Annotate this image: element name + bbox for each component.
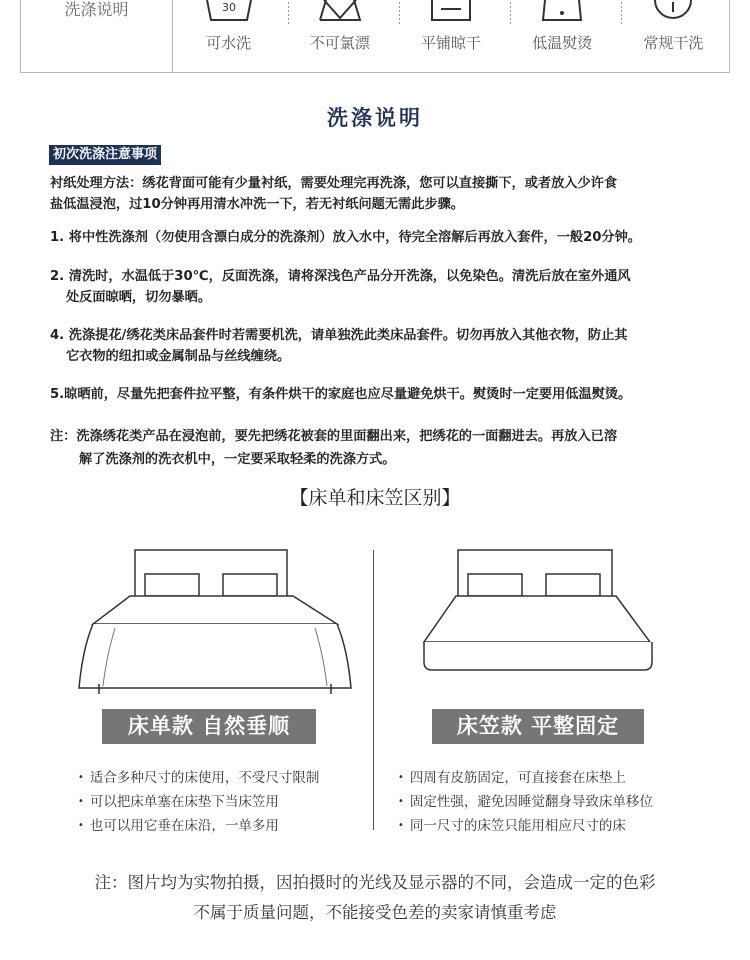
care-label-flat-dry: 平铺晾干	[421, 34, 482, 52]
compare-divider	[373, 550, 374, 830]
flat-dry-icon	[429, 0, 473, 22]
fitted-sheet-features	[398, 766, 653, 838]
no-bleach-icon	[318, 0, 362, 22]
paper-backing-paragraph: 衬纸处理方法：绣花背面可能有少量衬纸，需要处理完再洗涤，您可以直接撕下，或者放入少许食 盐低温浸泡，过10分钟再用清水冲洗一下，若无衬纸问题无需此步骤。	[50, 176, 618, 212]
low-iron-icon	[540, 0, 584, 22]
step-4: 4. 洗涤提花/绣花类床品套件时若需要机洗，请单独洗此类床品套件。切勿再放入其他衣物，防止其 它衣物的纽扣或金属制品与丝线缠绕。	[50, 328, 628, 364]
first-wash-tag: 初次洗涤注意事项	[49, 145, 161, 165]
step-2: 2. 清洗时，水温低于30℃，反面洗涤，请将深浅色产品分开洗涤，以免染色。清洗后放在室外通风 处反面晾晒，切勿暴晒。	[50, 269, 631, 305]
embroidery-note: 注：洗涤绣花类产品在浸泡前，要先把绣花被套的里面翻出来，把绣花的一面翻进去。再放入已溶 解了洗涤剂的洗衣机中，一定要采取轻柔的洗涤方式。	[50, 429, 618, 467]
svg-text:30: 30	[221, 1, 236, 14]
care-label-wash: 可水洗	[206, 34, 252, 52]
step-5: 5.晾晒前，尽量先把套件拉平整，有条件烘干的家庭也应尽量避免烘干。熨烫时一定要用低温熨烫。	[50, 387, 632, 402]
fitted-sheet-bed-illustration	[418, 548, 658, 674]
dotted-divider	[510, 2, 511, 24]
care-item-dry-clean	[618, 0, 729, 72]
step-1: 1. 将中性洗涤剂（勿使用含漂白成分的洗涤剂）放入水中，待完全溶解后再放入套件，一般20分钟。	[50, 230, 641, 245]
dotted-divider	[288, 2, 289, 24]
feature-item: • 四周有皮筋固定，可直接套在床垫上	[398, 766, 653, 790]
feature-item: • 同一尺寸的床笠只能用相应尺寸的床	[398, 814, 653, 838]
flat-sheet-bed-illustration	[75, 548, 355, 696]
feature-item: • 可以把床单塞在床垫下当床笠用	[78, 790, 319, 814]
dry-clean-icon	[651, 0, 695, 22]
feature-item: • 适合多种尺寸的床使用，不受尺寸限制	[78, 766, 319, 790]
fitted-sheet-badge: 床笠款 平整固定	[432, 709, 644, 744]
section-heading: 洗涤说明	[327, 106, 423, 130]
care-item-no-bleach	[284, 0, 395, 72]
feature-item: • 固定性强，避免因睡觉翻身导致床单移位	[398, 790, 653, 814]
flat-sheet-features	[78, 766, 319, 838]
care-label-low-iron: 低温熨烫	[532, 34, 593, 52]
dotted-divider	[621, 2, 622, 24]
wash-30-icon	[202, 0, 256, 22]
compare-title: 【床单和床笠区别】	[289, 487, 461, 509]
care-item-flat-dry	[395, 0, 506, 72]
care-item-low-iron	[507, 0, 618, 72]
flat-sheet-badge: 床单款 自然垂顺	[102, 709, 316, 744]
feature-item: • 也可以用它垂在床沿，一单多用	[78, 814, 319, 838]
care-item-wash	[173, 0, 284, 72]
care-label-dry-clean: 常规干洗	[643, 34, 704, 52]
disclaimer-footer: 注：图片均为实物拍摄，因拍摄时的光线及显示器的不同，会造成一定的色彩 不属于质量问题，不能接受色差的卖家请慎重考虑	[94, 873, 656, 922]
care-symbols-strip	[20, 0, 730, 73]
care-icons	[173, 0, 729, 72]
dotted-divider	[399, 2, 400, 24]
care-title: 洗涤说明	[21, 0, 173, 72]
care-label-no-bleach: 不可氯漂	[309, 34, 370, 52]
